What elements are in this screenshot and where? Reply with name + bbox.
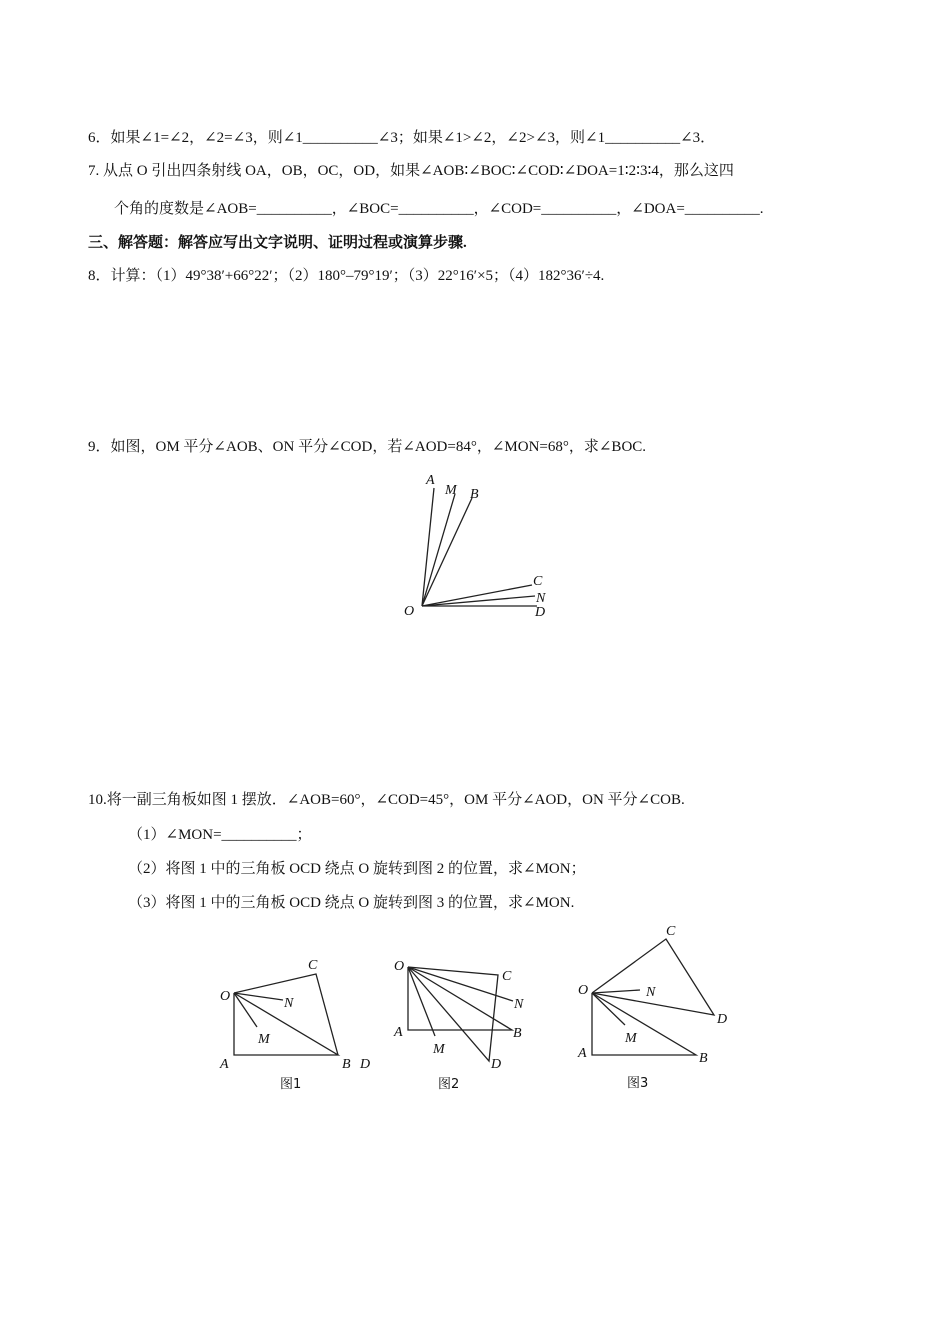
figure-3 — [570, 915, 750, 1090]
label-m: M — [258, 1032, 270, 1047]
label-n: N — [646, 985, 656, 1000]
ray-on — [592, 990, 640, 993]
label-d: D — [360, 1057, 371, 1072]
section-3-heading: 三、解答题：解答应写出文字说明、证明过程或演算步骤. — [88, 235, 467, 251]
label-d: D — [491, 1057, 502, 1072]
label-n: N — [514, 997, 524, 1012]
question-10-part-1: （1）∠MON=__________； — [128, 827, 312, 843]
label-c: C — [308, 958, 318, 973]
label-m: M — [445, 483, 457, 498]
label-c: C — [666, 924, 676, 939]
label-c: C — [502, 969, 512, 984]
caption-fig1: 图1 — [280, 1077, 302, 1090]
label-m: M — [625, 1031, 637, 1046]
label-b: B — [513, 1026, 522, 1041]
label-b: B — [470, 487, 479, 502]
ray-om — [234, 993, 257, 1027]
caption-fig2: 图2 — [438, 1077, 460, 1090]
label-o: O — [394, 959, 405, 974]
label-o: O — [578, 983, 589, 998]
figure-1 — [210, 950, 380, 1090]
label-d: D — [535, 605, 546, 620]
triangle-ocd — [234, 974, 338, 1055]
ray-oa — [422, 488, 434, 606]
label-d: D — [717, 1012, 728, 1027]
triangle-aob — [408, 967, 512, 1030]
question-6: 6．如果∠1=∠2，∠2=∠3，则∠1__________∠3；如果∠1>∠2，∠2>∠3，则∠1__________∠3． — [88, 130, 716, 146]
question-10-part-2: （2）将图 1 中的三角板 OCD 绕点 O 旋转到图 2 的位置，求∠MON； — [128, 861, 586, 877]
caption-fig3: 图3 — [627, 1076, 649, 1090]
ray-om — [408, 967, 435, 1036]
question-10-part-3: （3）将图 1 中的三角板 OCD 绕点 O 旋转到图 3 的位置，求∠MON. — [128, 895, 575, 911]
label-b: B — [342, 1057, 351, 1072]
label-c: C — [533, 574, 543, 589]
label-a: A — [394, 1025, 403, 1040]
label-n: N — [536, 591, 546, 606]
ray-on — [234, 993, 283, 1000]
label-o: O — [220, 989, 231, 1004]
question-7-line-1: 7. 从点 O 引出四条射线 OA，OB，OC，OD，如果∠AOB∶∠BOC∶∠COD∶∠DOA=1∶2∶3∶4，那么这四 — [88, 163, 734, 179]
question-7-line-2: 个角的度数是∠AOB=__________，∠BOC=__________，∠COD=__________，∠DOA=__________. — [114, 201, 764, 217]
label-o: O — [404, 604, 415, 619]
question-8: 8．计算：（1）49°38′+66°22′；（2）180°–79°19′；（3）22°16′×5；（4）182°36′÷4. — [88, 268, 605, 284]
question-10: 10.将一副三角板如图 1 摆放．∠AOB=60°，∠COD=45°，OM 平分∠AOD，ON 平分∠COB. — [88, 792, 685, 808]
question-9: 9．如图，OM 平分∠AOB、ON 平分∠COD，若∠AOD=84°，∠MON=68°，求∠BOC. — [88, 439, 647, 455]
ray-on — [422, 596, 535, 606]
figure-2 — [385, 950, 555, 1090]
ray-om — [422, 494, 455, 606]
ray-ob — [422, 498, 472, 606]
label-a: A — [578, 1046, 587, 1061]
ray-oc — [422, 585, 532, 606]
label-m: M — [433, 1042, 445, 1057]
label-a: A — [220, 1057, 229, 1072]
label-b: B — [699, 1051, 708, 1066]
figure-q9 — [395, 468, 565, 628]
label-a: A — [426, 473, 435, 488]
label-n: N — [284, 996, 294, 1011]
